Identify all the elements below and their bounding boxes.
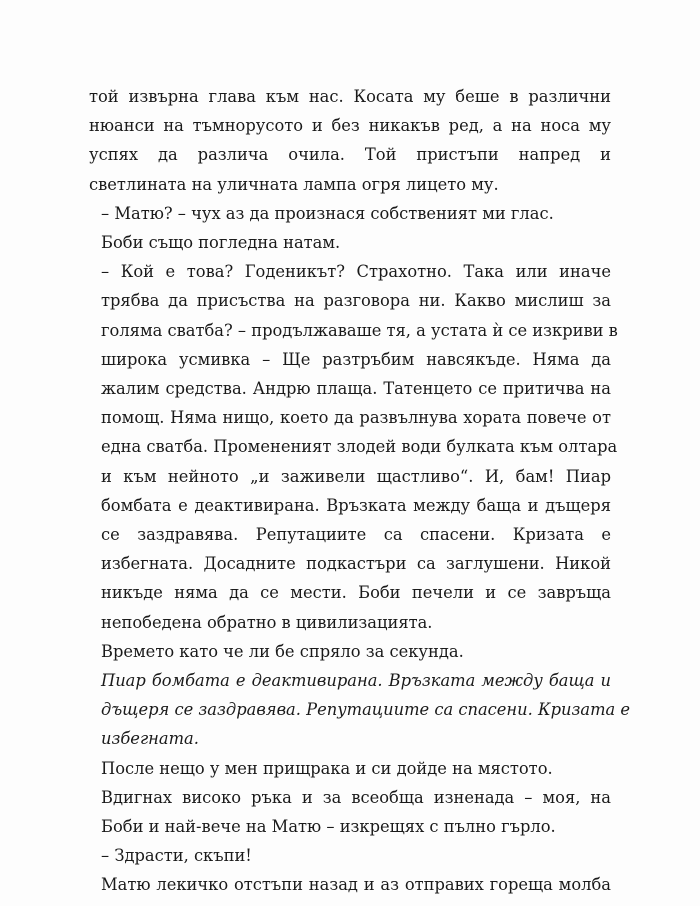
page-text — [89, 82, 631, 900]
text-line: непобедена обратно в цивилизацията. — [101, 612, 433, 632]
paragraph-6-italic — [89, 666, 631, 754]
text-line: После нещо у мен прищрака и си дойде на мястото. — [101, 758, 553, 778]
paragraph-10 — [89, 870, 611, 899]
text-line: – Здрасти, скъпи! — [101, 846, 252, 866]
paragraph-3 — [89, 228, 611, 257]
text-line: голяма сватба? – продължаваше тя, а устата ѝ се изкриви в — [101, 320, 618, 340]
text-line: Пиар бомбата е деактивирана. Връзката между баща и — [101, 671, 611, 691]
text-line: една сватба. Промененият злодей води булката към олтара — [101, 437, 618, 457]
text-line: Боби също погледна натам. — [101, 233, 341, 253]
text-line: жалим средства. Андрю плаща. Татенцето се притичва на — [101, 379, 611, 399]
text-line: помощ. Няма нищо, което да развълнува хората повече от — [101, 408, 611, 428]
paragraph-9 — [89, 841, 611, 870]
paragraph-4 — [89, 257, 618, 637]
text-line: трябва да присъства на разговора ни. Какво мислиш за — [101, 291, 611, 311]
text-line: светлината на уличната лампа огря лицето му. — [89, 174, 499, 194]
text-line: широка усмивка – Ще разтръбим навсякъде. Няма да — [101, 349, 611, 369]
text-line: Матю лекичко отстъпи назад и аз отправих гореща молба — [101, 875, 611, 895]
text-line: и към нейното „и заживели щастливо“. И, бам! Пиар — [101, 466, 611, 486]
text-line: се заздравява. Репутациите са спасени. Кризата е — [101, 525, 611, 545]
paragraph-8 — [89, 783, 611, 841]
text-line: бомбата е деактивирана. Връзката между баща и дъщеря — [101, 495, 611, 515]
text-line: дъщеря се заздравява. Репутациите са спасени. Кризата е — [101, 700, 631, 720]
paragraph-7 — [89, 754, 611, 783]
text-line: избегната. — [101, 729, 199, 749]
paragraph-1 — [89, 82, 611, 199]
text-line: Вдигнах високо ръка и за всеобща изненада – моя, на — [101, 787, 611, 807]
text-line: Времето като че ли бе спряло за секунда. — [101, 641, 464, 661]
text-line: никъде няма да се мести. Боби печели и се завръща — [101, 583, 611, 603]
text-line: избегната. Досадните подкастъри са заглушени. Никой — [101, 554, 611, 574]
paragraph-2 — [89, 199, 611, 228]
text-line: успях да различа очила. Той пристъпи напред и — [89, 145, 611, 165]
text-line: – Матю? – чух аз да произнася собственият ми глас. — [101, 203, 554, 223]
text-line: той извърна глава към нас. Косата му беше в различни — [89, 87, 611, 106]
text-line: – Кой е това? Годеникът? Страхотно. Така или иначе — [101, 262, 611, 282]
paragraph-5 — [89, 637, 611, 666]
text-line: нюанси на тъмнорусото и без никакъв ред, а на носа му — [89, 116, 611, 136]
text-line: Боби и най-вече на Матю – изкрещях с пълно гърло. — [101, 817, 556, 837]
